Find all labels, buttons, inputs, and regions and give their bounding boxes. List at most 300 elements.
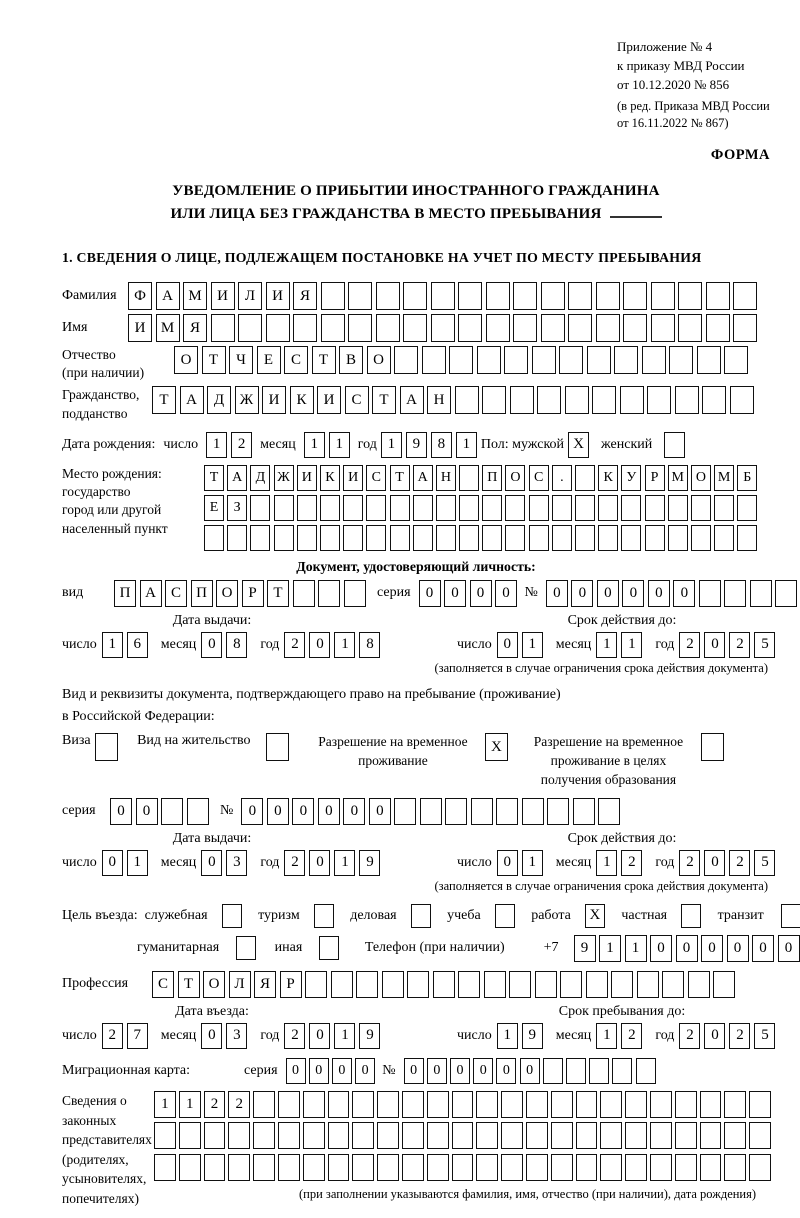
checkbox[interactable] — [495, 904, 515, 928]
char-box[interactable]: Р — [645, 465, 665, 491]
char-box[interactable]: 0 — [444, 580, 466, 607]
char-box[interactable]: 1 — [456, 432, 477, 458]
char-box[interactable]: 0 — [102, 850, 123, 876]
char-box[interactable] — [505, 495, 525, 521]
char-box[interactable] — [750, 580, 772, 607]
char-box[interactable] — [598, 495, 618, 521]
char-box[interactable] — [486, 282, 510, 310]
char-box[interactable] — [691, 525, 711, 551]
char-box[interactable] — [651, 282, 675, 310]
char-box[interactable]: 2 — [729, 632, 750, 658]
char-box[interactable]: 0 — [292, 798, 314, 825]
char-box[interactable] — [427, 1091, 449, 1118]
char-box[interactable] — [662, 971, 684, 998]
char-box[interactable] — [575, 465, 595, 491]
char-box[interactable] — [513, 282, 537, 310]
char-box[interactable] — [551, 1091, 573, 1118]
char-box[interactable] — [678, 314, 702, 342]
char-box[interactable]: 8 — [226, 632, 247, 658]
char-box[interactable]: М — [183, 282, 207, 310]
char-box[interactable]: А — [227, 465, 247, 491]
char-box[interactable] — [566, 1058, 586, 1084]
char-box[interactable] — [445, 798, 467, 825]
char-box[interactable]: 0 — [673, 580, 695, 607]
char-box[interactable] — [625, 1122, 647, 1149]
char-box[interactable] — [529, 525, 549, 551]
char-box[interactable]: 0 — [241, 798, 263, 825]
char-box[interactable] — [650, 1122, 672, 1149]
char-box[interactable]: 2 — [284, 632, 305, 658]
char-box[interactable]: 0 — [309, 1058, 329, 1084]
char-box[interactable]: 0 — [286, 1058, 306, 1084]
char-box[interactable]: 0 — [201, 1023, 222, 1049]
char-box[interactable] — [543, 1058, 563, 1084]
char-box[interactable] — [568, 314, 592, 342]
checkbox[interactable]: X — [568, 432, 589, 458]
checkbox[interactable] — [701, 733, 724, 761]
char-box[interactable] — [394, 346, 418, 374]
char-box[interactable] — [596, 282, 620, 310]
char-box[interactable]: 5 — [754, 1023, 775, 1049]
char-box[interactable] — [642, 346, 666, 374]
char-box[interactable] — [449, 346, 473, 374]
char-box[interactable] — [501, 1091, 523, 1118]
char-box[interactable] — [706, 282, 730, 310]
char-box[interactable]: 2 — [679, 1023, 700, 1049]
char-box[interactable] — [600, 1122, 622, 1149]
char-box[interactable] — [650, 1154, 672, 1181]
char-box[interactable] — [394, 798, 416, 825]
char-box[interactable] — [637, 971, 659, 998]
char-box[interactable] — [560, 971, 582, 998]
char-box[interactable]: Ж — [274, 465, 294, 491]
char-box[interactable]: 2 — [284, 1023, 305, 1049]
char-box[interactable] — [161, 798, 183, 825]
char-box[interactable]: О — [203, 971, 225, 998]
char-box[interactable] — [484, 971, 506, 998]
char-box[interactable]: 0 — [752, 935, 774, 962]
char-box[interactable]: И — [317, 386, 341, 414]
char-box[interactable]: 1 — [596, 632, 617, 658]
char-box[interactable] — [238, 314, 262, 342]
char-box[interactable]: 9 — [574, 935, 596, 962]
char-box[interactable] — [733, 314, 757, 342]
char-box[interactable] — [589, 1058, 609, 1084]
char-box[interactable]: О — [367, 346, 391, 374]
char-box[interactable]: Ч — [229, 346, 253, 374]
char-box[interactable] — [575, 525, 595, 551]
checkbox[interactable] — [95, 733, 118, 761]
char-box[interactable]: 5 — [754, 632, 775, 658]
char-box[interactable] — [154, 1122, 176, 1149]
char-box[interactable] — [559, 346, 583, 374]
char-box[interactable] — [377, 1154, 399, 1181]
char-box[interactable] — [303, 1154, 325, 1181]
char-box[interactable] — [537, 386, 561, 414]
char-box[interactable] — [278, 1091, 300, 1118]
char-box[interactable] — [575, 495, 595, 521]
char-box[interactable]: Я — [254, 971, 276, 998]
char-box[interactable] — [724, 1154, 746, 1181]
char-box[interactable]: П — [114, 580, 136, 607]
char-box[interactable] — [623, 314, 647, 342]
char-box[interactable] — [568, 282, 592, 310]
char-box[interactable] — [576, 1091, 598, 1118]
char-box[interactable]: 0 — [419, 580, 441, 607]
char-box[interactable] — [250, 525, 270, 551]
char-box[interactable] — [413, 525, 433, 551]
checkbox[interactable] — [266, 733, 289, 761]
char-box[interactable]: 3 — [226, 850, 247, 876]
char-box[interactable] — [477, 346, 501, 374]
char-box[interactable]: А — [180, 386, 204, 414]
char-box[interactable]: 1 — [154, 1091, 176, 1118]
char-box[interactable]: 0 — [267, 798, 289, 825]
char-box[interactable] — [297, 495, 317, 521]
char-box[interactable] — [678, 282, 702, 310]
char-box[interactable] — [356, 971, 378, 998]
char-box[interactable] — [402, 1091, 424, 1118]
char-box[interactable] — [458, 314, 482, 342]
char-box[interactable]: М — [714, 465, 734, 491]
char-box[interactable]: Е — [204, 495, 224, 521]
char-box[interactable] — [318, 580, 340, 607]
char-box[interactable] — [459, 465, 479, 491]
char-box[interactable]: Т — [267, 580, 289, 607]
char-box[interactable] — [305, 971, 327, 998]
char-box[interactable] — [344, 580, 366, 607]
char-box[interactable] — [431, 282, 455, 310]
char-box[interactable] — [458, 282, 482, 310]
char-box[interactable]: В — [339, 346, 363, 374]
char-box[interactable]: 0 — [343, 798, 365, 825]
char-box[interactable]: 0 — [727, 935, 749, 962]
char-box[interactable] — [455, 386, 479, 414]
char-box[interactable] — [413, 495, 433, 521]
char-box[interactable] — [592, 386, 616, 414]
char-box[interactable] — [320, 495, 340, 521]
char-box[interactable]: С — [165, 580, 187, 607]
char-box[interactable] — [700, 1154, 722, 1181]
char-box[interactable]: 1 — [381, 432, 402, 458]
char-box[interactable]: 0 — [110, 798, 132, 825]
char-box[interactable] — [328, 1122, 350, 1149]
char-box[interactable] — [620, 386, 644, 414]
char-box[interactable]: 1 — [102, 632, 123, 658]
char-box[interactable]: Я — [183, 314, 207, 342]
char-box[interactable]: 0 — [597, 580, 619, 607]
char-box[interactable] — [651, 314, 675, 342]
checkbox[interactable]: X — [585, 904, 605, 928]
char-box[interactable] — [407, 971, 429, 998]
char-box[interactable]: З — [227, 495, 247, 521]
char-box[interactable]: 1 — [206, 432, 227, 458]
char-box[interactable] — [510, 386, 534, 414]
char-box[interactable]: 0 — [355, 1058, 375, 1084]
char-box[interactable]: 0 — [704, 850, 725, 876]
char-box[interactable]: 1 — [522, 632, 543, 658]
char-box[interactable] — [691, 495, 711, 521]
char-box[interactable]: 1 — [179, 1091, 201, 1118]
char-box[interactable] — [650, 1091, 672, 1118]
char-box[interactable] — [600, 1091, 622, 1118]
char-box[interactable]: 2 — [679, 632, 700, 658]
char-box[interactable]: И — [266, 282, 290, 310]
char-box[interactable]: 0 — [309, 850, 330, 876]
char-box[interactable] — [377, 1091, 399, 1118]
char-box[interactable] — [675, 386, 699, 414]
checkbox[interactable] — [411, 904, 431, 928]
char-box[interactable] — [482, 525, 502, 551]
char-box[interactable] — [297, 525, 317, 551]
char-box[interactable] — [228, 1154, 250, 1181]
char-box[interactable] — [366, 525, 386, 551]
char-box[interactable]: 2 — [621, 1023, 642, 1049]
char-box[interactable]: 1 — [522, 850, 543, 876]
char-box[interactable]: 1 — [304, 432, 325, 458]
char-box[interactable]: 0 — [520, 1058, 540, 1084]
char-box[interactable] — [724, 1091, 746, 1118]
char-box[interactable] — [647, 386, 671, 414]
char-box[interactable] — [586, 971, 608, 998]
char-box[interactable]: И — [297, 465, 317, 491]
char-box[interactable]: У — [621, 465, 641, 491]
char-box[interactable] — [724, 580, 746, 607]
char-box[interactable]: 0 — [704, 632, 725, 658]
char-box[interactable] — [621, 495, 641, 521]
char-box[interactable] — [321, 314, 345, 342]
char-box[interactable] — [179, 1122, 201, 1149]
char-box[interactable] — [402, 1154, 424, 1181]
char-box[interactable] — [573, 798, 595, 825]
char-box[interactable] — [737, 495, 757, 521]
char-box[interactable] — [541, 314, 565, 342]
char-box[interactable]: 0 — [201, 850, 222, 876]
char-box[interactable]: 0 — [470, 580, 492, 607]
char-box[interactable]: С — [529, 465, 549, 491]
char-box[interactable]: А — [400, 386, 424, 414]
checkbox[interactable] — [319, 936, 339, 960]
char-box[interactable]: Т — [372, 386, 396, 414]
char-box[interactable] — [714, 495, 734, 521]
char-box[interactable]: И — [343, 465, 363, 491]
char-box[interactable]: И — [211, 282, 235, 310]
char-box[interactable] — [328, 1091, 350, 1118]
char-box[interactable] — [501, 1122, 523, 1149]
char-box[interactable] — [505, 525, 525, 551]
char-box[interactable] — [551, 1122, 573, 1149]
char-box[interactable]: 0 — [701, 935, 723, 962]
checkbox[interactable] — [781, 904, 800, 928]
char-box[interactable] — [227, 525, 247, 551]
char-box[interactable]: О — [216, 580, 238, 607]
char-box[interactable] — [541, 282, 565, 310]
checkbox[interactable] — [222, 904, 242, 928]
char-box[interactable] — [402, 1122, 424, 1149]
char-box[interactable] — [675, 1091, 697, 1118]
char-box[interactable]: 0 — [676, 935, 698, 962]
char-box[interactable]: 6 — [127, 632, 148, 658]
char-box[interactable]: 0 — [450, 1058, 470, 1084]
char-box[interactable] — [532, 346, 556, 374]
char-box[interactable] — [504, 346, 528, 374]
char-box[interactable] — [486, 314, 510, 342]
char-box[interactable] — [587, 346, 611, 374]
char-box[interactable] — [733, 282, 757, 310]
char-box[interactable]: 0 — [622, 580, 644, 607]
char-box[interactable] — [427, 1122, 449, 1149]
char-box[interactable]: И — [262, 386, 286, 414]
char-box[interactable] — [436, 495, 456, 521]
char-box[interactable] — [598, 525, 618, 551]
char-box[interactable]: М — [156, 314, 180, 342]
char-box[interactable] — [552, 495, 572, 521]
char-box[interactable] — [482, 386, 506, 414]
char-box[interactable] — [204, 1122, 226, 1149]
char-box[interactable] — [476, 1122, 498, 1149]
char-box[interactable]: 0 — [571, 580, 593, 607]
char-box[interactable] — [526, 1154, 548, 1181]
char-box[interactable]: 8 — [431, 432, 452, 458]
char-box[interactable]: О — [691, 465, 711, 491]
char-box[interactable]: 1 — [329, 432, 350, 458]
char-box[interactable] — [366, 495, 386, 521]
char-box[interactable]: 9 — [406, 432, 427, 458]
char-box[interactable] — [509, 971, 531, 998]
char-box[interactable] — [576, 1154, 598, 1181]
char-box[interactable] — [688, 971, 710, 998]
char-box[interactable] — [253, 1122, 275, 1149]
char-box[interactable] — [675, 1122, 697, 1149]
char-box[interactable] — [706, 314, 730, 342]
char-box[interactable]: Н — [427, 386, 451, 414]
char-box[interactable] — [458, 971, 480, 998]
char-box[interactable] — [390, 525, 410, 551]
char-box[interactable]: 1 — [334, 1023, 355, 1049]
char-box[interactable]: 9 — [359, 850, 380, 876]
char-box[interactable] — [552, 525, 572, 551]
char-box[interactable] — [376, 282, 400, 310]
char-box[interactable]: С — [152, 971, 174, 998]
char-box[interactable] — [328, 1154, 350, 1181]
char-box[interactable]: О — [174, 346, 198, 374]
checkbox[interactable] — [314, 904, 334, 928]
char-box[interactable]: 9 — [359, 1023, 380, 1049]
char-box[interactable]: Ж — [235, 386, 259, 414]
char-box[interactable]: Т — [152, 386, 176, 414]
char-box[interactable] — [278, 1122, 300, 1149]
char-box[interactable]: 0 — [309, 1023, 330, 1049]
checkbox[interactable] — [681, 904, 701, 928]
char-box[interactable]: 3 — [226, 1023, 247, 1049]
char-box[interactable] — [377, 1122, 399, 1149]
char-box[interactable]: 2 — [284, 850, 305, 876]
char-box[interactable]: 2 — [102, 1023, 123, 1049]
char-box[interactable] — [565, 386, 589, 414]
char-box[interactable]: 1 — [625, 935, 647, 962]
char-box[interactable] — [749, 1091, 771, 1118]
char-box[interactable] — [348, 314, 372, 342]
char-box[interactable]: Н — [436, 465, 456, 491]
char-box[interactable] — [390, 495, 410, 521]
char-box[interactable] — [154, 1154, 176, 1181]
char-box[interactable] — [403, 282, 427, 310]
char-box[interactable] — [352, 1091, 374, 1118]
char-box[interactable] — [420, 798, 442, 825]
char-box[interactable] — [700, 1122, 722, 1149]
char-box[interactable] — [697, 346, 721, 374]
char-box[interactable]: 0 — [497, 850, 518, 876]
char-box[interactable]: 1 — [596, 1023, 617, 1049]
char-box[interactable]: 0 — [473, 1058, 493, 1084]
char-box[interactable]: 2 — [621, 850, 642, 876]
char-box[interactable]: 0 — [497, 632, 518, 658]
char-box[interactable]: 8 — [359, 632, 380, 658]
char-box[interactable] — [303, 1091, 325, 1118]
char-box[interactable]: Я — [293, 282, 317, 310]
char-box[interactable] — [253, 1154, 275, 1181]
char-box[interactable] — [303, 1122, 325, 1149]
char-box[interactable]: К — [320, 465, 340, 491]
char-box[interactable] — [522, 798, 544, 825]
char-box[interactable] — [211, 314, 235, 342]
char-box[interactable] — [526, 1122, 548, 1149]
checkbox[interactable] — [664, 432, 685, 458]
char-box[interactable] — [321, 282, 345, 310]
char-box[interactable] — [471, 798, 493, 825]
char-box[interactable]: 0 — [648, 580, 670, 607]
char-box[interactable]: 0 — [309, 632, 330, 658]
char-box[interactable]: С — [284, 346, 308, 374]
char-box[interactable] — [700, 1091, 722, 1118]
checkbox[interactable]: X — [485, 733, 508, 761]
char-box[interactable] — [253, 1091, 275, 1118]
char-box[interactable] — [427, 1154, 449, 1181]
char-box[interactable] — [675, 1154, 697, 1181]
char-box[interactable]: 1 — [334, 850, 355, 876]
char-box[interactable]: А — [156, 282, 180, 310]
char-box[interactable]: М — [668, 465, 688, 491]
char-box[interactable]: 0 — [201, 632, 222, 658]
char-box[interactable]: А — [140, 580, 162, 607]
char-box[interactable] — [343, 495, 363, 521]
char-box[interactable] — [713, 971, 735, 998]
char-box[interactable]: К — [290, 386, 314, 414]
char-box[interactable] — [611, 971, 633, 998]
char-box[interactable]: Ф — [128, 282, 152, 310]
char-box[interactable]: 0 — [495, 580, 517, 607]
char-box[interactable] — [501, 1154, 523, 1181]
char-box[interactable] — [187, 798, 209, 825]
char-box[interactable]: 0 — [404, 1058, 424, 1084]
char-box[interactable]: 1 — [599, 935, 621, 962]
char-box[interactable] — [596, 314, 620, 342]
char-box[interactable] — [476, 1091, 498, 1118]
char-box[interactable] — [625, 1091, 647, 1118]
char-box[interactable] — [436, 525, 456, 551]
char-box[interactable]: Р — [280, 971, 302, 998]
char-box[interactable] — [547, 798, 569, 825]
char-box[interactable]: Т — [202, 346, 226, 374]
char-box[interactable] — [376, 314, 400, 342]
char-box[interactable] — [452, 1122, 474, 1149]
char-box[interactable] — [598, 798, 620, 825]
char-box[interactable] — [204, 1154, 226, 1181]
char-box[interactable]: 0 — [778, 935, 800, 962]
char-box[interactable]: 0 — [546, 580, 568, 607]
char-box[interactable]: Т — [204, 465, 224, 491]
char-box[interactable] — [204, 525, 224, 551]
